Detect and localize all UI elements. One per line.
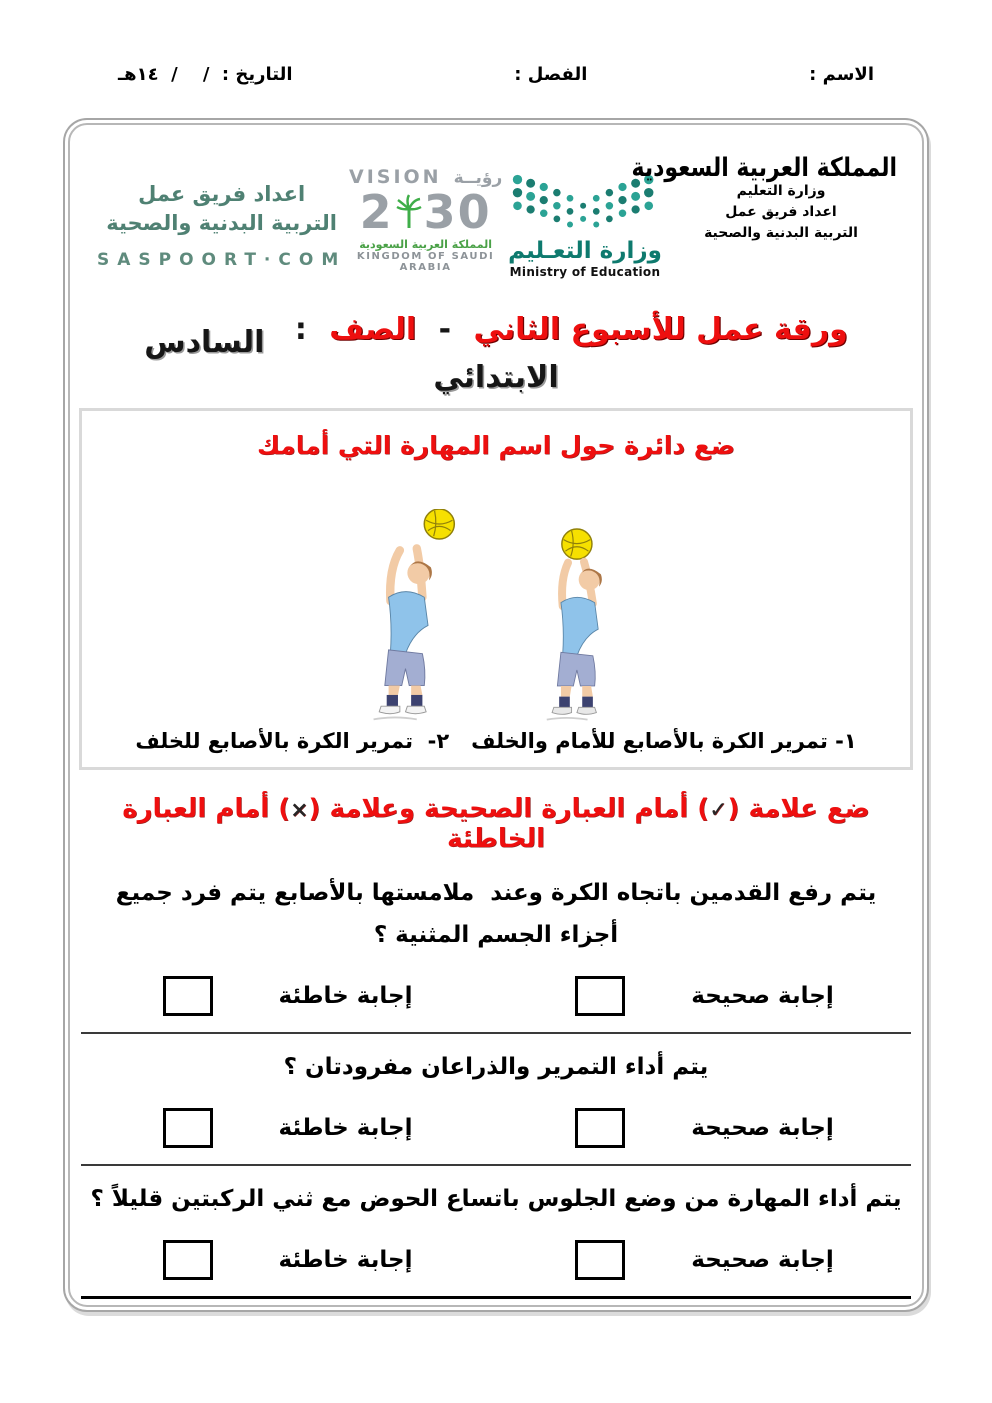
moe-wordmark-english: Ministry of Education <box>509 265 661 279</box>
vision-year-right: 30 <box>423 185 492 239</box>
section1-heading: ضع دائرة حول اسم المهارة التي أمامك <box>256 431 736 460</box>
q2-wrong-label: إجابة خاطئة <box>278 1115 413 1141</box>
q1-wrong-option <box>79 976 496 1016</box>
question-2-text: يتم أداء التمرير والذراعان مفرودتان ؟ <box>283 1054 709 1080</box>
vision-2030-logo <box>346 166 505 273</box>
ministry-of-education-logo <box>505 172 665 279</box>
q2-correct-option <box>496 1108 913 1148</box>
q1-correct-checkbox[interactable] <box>575 976 625 1016</box>
section2-heading-part1: ضع علامة ( <box>727 794 870 824</box>
ksa-department-line: التربية البدنية والصحية <box>704 225 858 241</box>
title-grade-part: السادس الابتدائي <box>123 325 559 395</box>
player-set-pass-illustration-1 <box>514 521 654 725</box>
saspoort-team-logo <box>97 180 346 270</box>
vision-kingdom-english: KINGDOM OF SAUDI ARABIA <box>356 251 495 273</box>
question-2-answers <box>79 1108 913 1148</box>
question-1-text: يتم رفع القدمين باتجاه الكرة وعند ملامستها بالأصابع يتم فرد جميع أجزاء الجسم المثنية ؟ <box>107 880 877 948</box>
player-set-pass-illustration-2 <box>338 509 488 725</box>
moe-wordmark-arabic: وزارة التعـليم <box>508 238 662 264</box>
q1-wrong-label: إجابة خاطئة <box>278 983 413 1009</box>
q2-correct-checkbox[interactable] <box>575 1108 625 1148</box>
volleyball-players-illustration <box>338 460 654 729</box>
ksa-ministry-line: وزارة التعليم <box>736 183 826 199</box>
logo-row <box>79 120 913 298</box>
worksheet-frame <box>63 118 929 1312</box>
q3-wrong-option <box>79 1240 496 1280</box>
ksa-prepared-line: اعداد فريق عمل <box>725 204 837 220</box>
name-field-label: الاسم : <box>809 64 874 85</box>
question-1-answers <box>79 976 913 1016</box>
divider-after-q3 <box>81 1296 911 1299</box>
title-week-part: ورقة عمل للأسبوع الثاني <box>473 312 848 347</box>
page-header <box>0 64 992 85</box>
skill-options-line[interactable]: ١- تمرير الكرة بالأصابع للأمام والخلف ٢- تمرير الكرة بالأصابع للخلف <box>135 729 857 753</box>
section2-heading-part2: ) أمام العبارة الصحيحة وعلامة ( <box>308 794 710 824</box>
q3-correct-checkbox[interactable] <box>575 1240 625 1280</box>
question-block-1 <box>79 872 913 1016</box>
title-dash: - <box>438 312 452 347</box>
q1-wrong-checkbox[interactable] <box>163 976 213 1016</box>
vision-kingdom-arabic: المملكة العربية السعودية <box>359 238 492 251</box>
date-field-label: التاريخ : / / ١٤هـ <box>118 64 293 85</box>
vision-year-left: 2 <box>359 185 394 239</box>
section2-heading-part3: ) أمام العبارة الخاطئة <box>122 794 546 854</box>
divider-after-q2 <box>81 1164 911 1166</box>
title-class-part: الصف <box>329 312 417 347</box>
worksheet-title <box>79 312 913 395</box>
ksa-calligraphy-logo: المملكة العربية السعودية <box>631 153 897 184</box>
q2-wrong-option <box>79 1108 496 1148</box>
q3-wrong-checkbox[interactable] <box>163 1240 213 1280</box>
q3-wrong-label: إجابة خاطئة <box>278 1247 413 1273</box>
question-block-2 <box>79 1046 913 1148</box>
q3-correct-option <box>496 1240 913 1280</box>
q1-correct-option <box>496 976 913 1016</box>
vision-label-arabic: رؤيــة <box>453 168 503 188</box>
vision-label-english: VISION <box>348 166 442 188</box>
q3-correct-label: إجابة صحيحة <box>691 1247 834 1273</box>
section2-heading <box>79 794 913 854</box>
saspoort-website: SASPOORT·COM <box>97 250 347 270</box>
title-colon: : <box>294 312 307 347</box>
q1-correct-label: إجابة صحيحة <box>691 983 834 1009</box>
team-line-2: التربية البدنية والصحية <box>106 211 338 235</box>
question-3-answers <box>79 1240 913 1280</box>
divider-after-q1 <box>81 1032 911 1034</box>
question-block-3 <box>79 1178 913 1280</box>
team-line-1: اعداد فريق عمل <box>138 182 306 206</box>
section-circle-the-skill <box>79 408 913 770</box>
question-3-text: يتم أداء المهارة من وضع الجلوس باتساع الحوض مع ثني الركبتين قليلاً ؟ <box>90 1186 902 1212</box>
check-mark-icon: ✓ <box>709 798 728 823</box>
ksa-ministry-block <box>631 153 897 244</box>
q2-wrong-checkbox[interactable] <box>163 1108 213 1148</box>
x-mark-icon: × <box>290 798 309 823</box>
q2-correct-label: إجابة صحيحة <box>691 1115 834 1141</box>
palm-tree-icon <box>396 194 422 230</box>
class-field-label: الفصل : <box>514 64 588 85</box>
